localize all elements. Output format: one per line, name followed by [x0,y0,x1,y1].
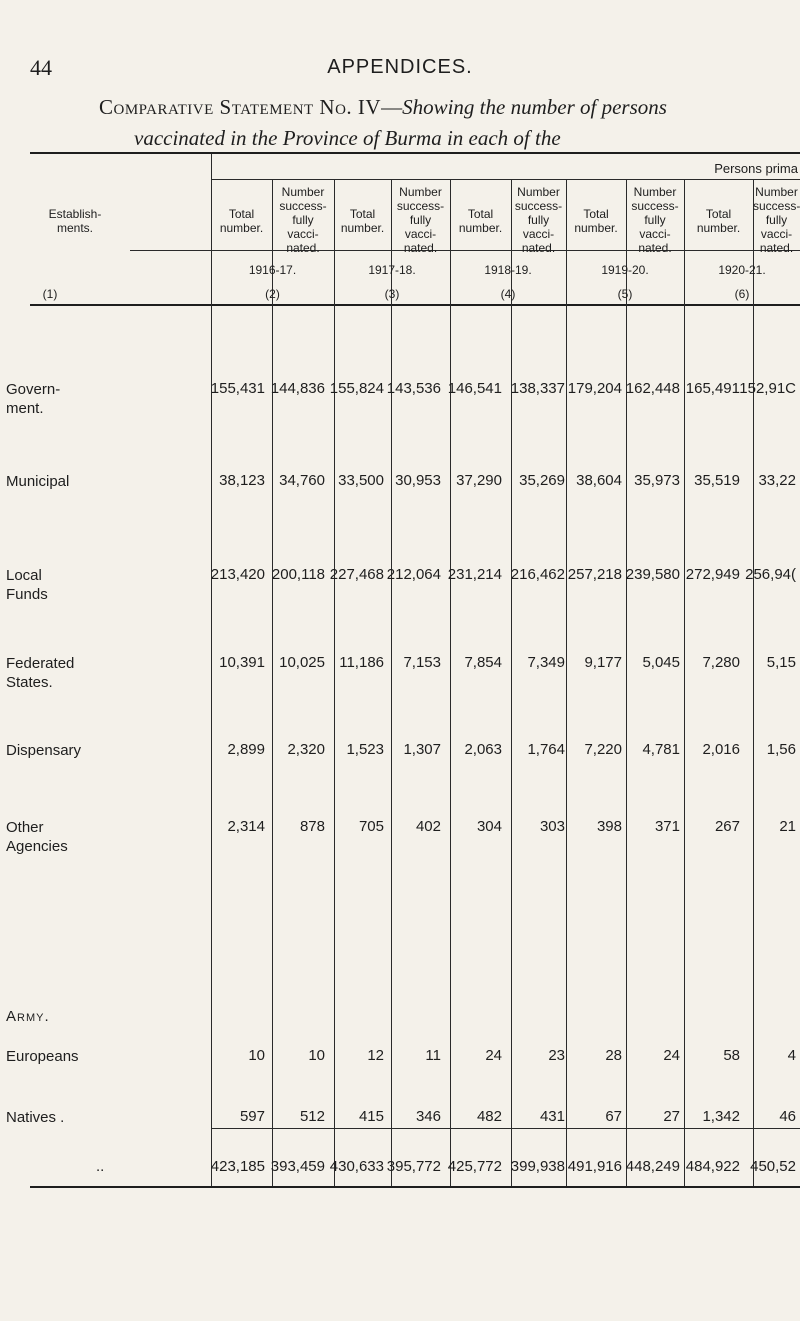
successful-header: Number success- fully vacci- nated. [396,185,445,255]
table-cell: 272,949 [685,566,740,583]
year-label: 1916-17. [248,263,297,277]
group-heading: Persons prima [714,161,798,176]
column-line [566,180,567,1186]
table-cell: 512 [299,1108,325,1125]
table-cell: 482 [476,1108,502,1125]
row-label: Federated States. [6,655,75,691]
table-cell: 213,420 [210,566,265,583]
table-cell: 304 [476,818,502,835]
table-cell: 35,973 [634,472,680,489]
table-cell: 267 [714,818,740,835]
table-cell: 200,118 [271,566,325,583]
year-col-num: (6) [734,287,750,301]
table-cell: 7,153 [403,654,441,671]
table-cell: 30,953 [395,472,441,489]
column-line [450,180,451,1186]
row-label: Local Funds [6,567,48,603]
table-cell: 878 [299,818,325,835]
table-cell: 346 [415,1108,441,1125]
successful-header: Number success- fully vacci- nated. [753,185,800,255]
bottom-rule [30,1186,800,1188]
table-cell: 597 [239,1108,265,1125]
table-cell: 371 [654,818,680,835]
total-cell: 395,772 [386,1158,441,1175]
year-col-num: (2) [265,287,280,301]
total-cell: 491,916 [567,1158,622,1175]
table-cell: 231,214 [447,566,502,583]
table-cell: 155,431 [210,380,265,397]
row-label: Dispensary [6,742,82,759]
table-cell: 2,314 [227,818,265,835]
table-cell: 2,899 [227,741,265,758]
table-cell: 216,462 [510,566,565,583]
total-number-header: Total number. [340,207,385,235]
top-rule [30,152,800,154]
year-col-num: (4) [500,287,516,301]
table-cell: 33,500 [338,472,384,489]
total-number-header: Total number. [458,207,503,235]
table-cell: 398 [596,818,622,835]
column-line [272,180,273,1186]
table-cell: 155,824 [329,380,384,397]
table-cell: 10,391 [219,654,265,671]
table-cell: 46 [779,1108,796,1125]
table-cell: 227,468 [329,566,384,583]
table-cell: 24 [485,1047,502,1064]
establishments-header-text: Establish- ments. [48,207,102,235]
table-cell: 24 [663,1047,680,1064]
table-cell: 4,781 [642,741,680,758]
totals-rule [211,1128,800,1129]
total-number-header: Total number. [696,207,741,235]
table-cell: 705 [358,818,384,835]
table-title-line2: vaccinated in the Province of Burma in each of the [134,126,561,150]
table-cell: 1,56 [766,741,796,758]
table-cell: 257,218 [567,566,622,583]
column-line [334,180,335,1186]
table-cell: 143,536 [386,380,441,397]
table-cell: 37,290 [456,472,502,489]
table-cell: 146,541 [447,380,502,397]
successful-header: Number success- fully vacci- nated. [514,185,563,255]
table-cell: 5,15 [766,654,796,671]
table-cell: 431 [539,1108,565,1125]
table-cell: 27 [663,1108,680,1125]
army-row-label: Europeans [6,1048,79,1065]
total-cell: 448,249 [625,1158,680,1175]
column-line [391,180,392,1186]
table-cell: 2,016 [702,741,740,758]
table-cell: 11,186 [339,654,384,671]
total-cell: 430,633 [329,1158,384,1175]
table-cell: 67 [605,1108,622,1125]
army-heading: Army. [6,1008,50,1025]
table-cell: 28 [605,1047,622,1064]
table-cell: 152,91C [739,380,796,397]
table-cell: 138,337 [510,380,565,397]
table-cell: 7,280 [702,654,740,671]
table-cell: 1,523 [346,741,384,758]
table-cell: 179,204 [567,380,622,397]
year-col-num: (3) [384,287,400,301]
totals-label: .. [96,1158,105,1175]
row-label: Other Agencies [6,819,68,855]
table-cell: 144,836 [270,380,325,397]
table-cell: 10 [248,1047,265,1064]
table-cell: 34,760 [279,472,325,489]
row-label: Municipal [6,473,70,490]
establishments-header [20,207,130,235]
table-cell: 33,22 [758,472,796,489]
table-cell: 7,220 [584,741,622,758]
table-cell: 35,519 [694,472,740,489]
successful-header: Number success- fully vacci- nated. [631,185,679,255]
running-head: APPENDICES. [327,56,473,78]
total-cell: 399,938 [510,1158,565,1175]
year-col-num: (5) [617,287,633,301]
table-cell: 303 [539,818,565,835]
row-label: Govern- ment. [6,381,61,417]
successful-header: Number success- fully vacci- nated. [279,185,327,255]
total-cell: 423,185 [210,1158,265,1175]
title-prefix: Comparative Statement No. IV [99,95,382,119]
table-cell: 415 [358,1108,384,1125]
column-line [511,180,512,1186]
table-cell: 7,854 [464,654,502,671]
year-label: 1919-20. [601,263,649,277]
table-cell: 11 [425,1047,441,1064]
title-dash: — [381,95,403,119]
table-cell: 2,063 [464,741,502,758]
table-cell: 38,123 [219,472,265,489]
table-cell: 1,342 [702,1108,740,1125]
table-cell: 38,604 [576,472,622,489]
table-cell: 7,349 [527,654,565,671]
total-cell: 393,459 [270,1158,325,1175]
year-label: 1920-21. [718,263,766,277]
table-cell: 12 [367,1047,384,1064]
total-number-header: Total number. [574,207,618,235]
table-cell: 10 [308,1047,325,1064]
total-cell: 425,772 [447,1158,502,1175]
column-line [626,180,627,1186]
year-label: 1918-19. [484,263,532,277]
army-row-label: Natives . [6,1109,65,1126]
table-cell: 239,580 [625,566,680,583]
table-cell: 165,491 [685,380,740,397]
table-title-line1 [99,95,667,120]
table-cell: 21 [779,818,796,835]
table-cell: 2,320 [287,741,325,758]
column-line [753,180,754,1186]
col-num-1: (1) [42,287,58,301]
table-cell: 9,177 [584,654,622,671]
table-cell: 256,94( [745,566,796,583]
total-cell: 450,52 [750,1158,796,1175]
total-cell: 484,922 [685,1158,740,1175]
table-cell: 1,764 [527,741,565,758]
column-line [684,180,685,1186]
group-rule [211,179,800,180]
page-number: 44 [30,55,52,80]
table-cell: 402 [415,818,441,835]
title-italic: Showing the number of persons [402,95,667,119]
table-cell: 4 [787,1047,796,1064]
table-cell: 212,064 [386,566,441,583]
table-cell: 1,307 [403,741,441,758]
total-number-header: Total number. [219,207,264,235]
table-cell: 5,045 [642,654,680,671]
table-cell: 162,448 [625,380,680,397]
year-label: 1917-18. [368,263,416,277]
header-rule [130,250,800,251]
table-cell: 10,025 [279,654,325,671]
table-cell: 35,269 [519,472,565,489]
table-cell: 58 [723,1047,740,1064]
table-cell: 23 [548,1047,565,1064]
